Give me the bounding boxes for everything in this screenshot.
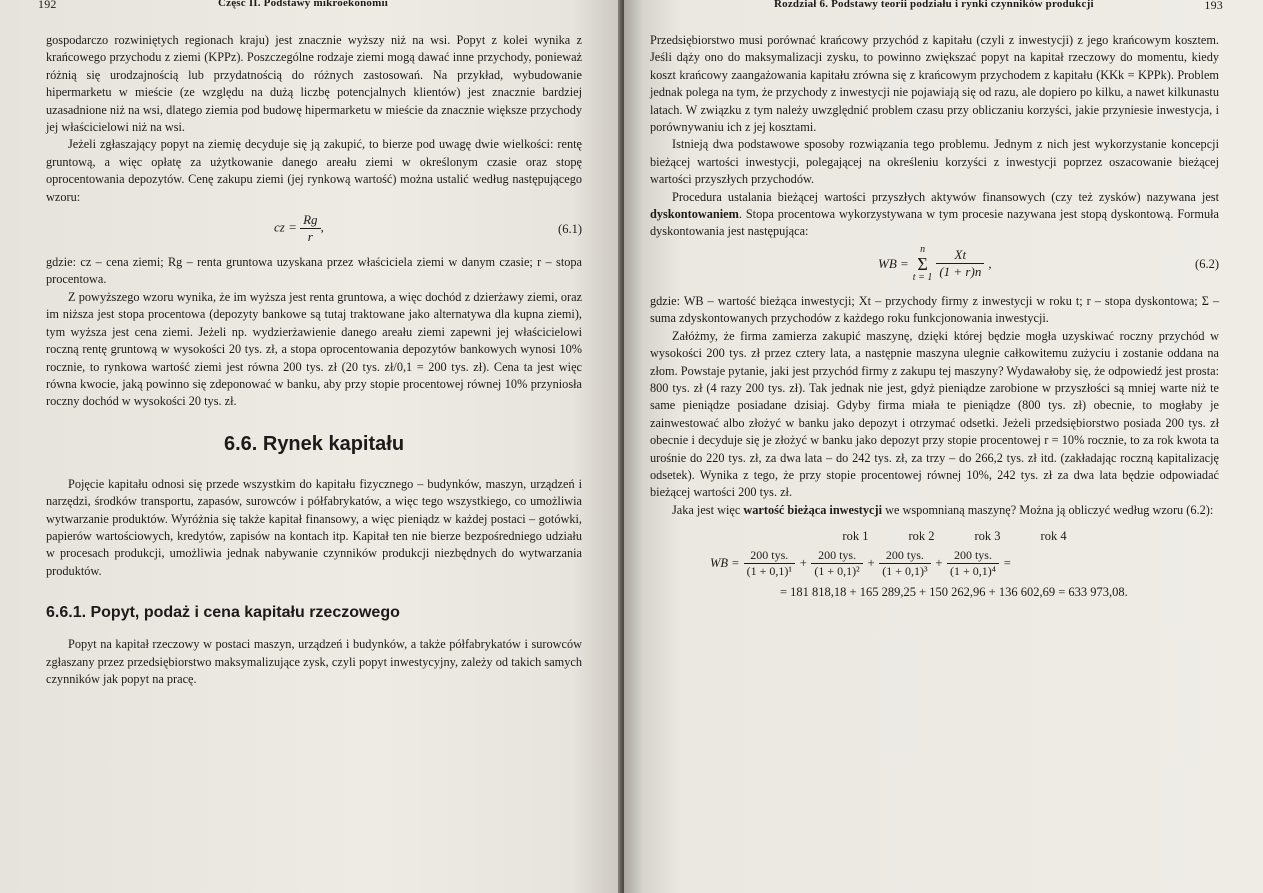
left-paragraph-4: Z powyższego wzoru wynika, że im wyższa jest renta gruntowa, a więc dochód z dzierżawy ziemi, oraz im niższa jest stopa procentowa (depozyty bankowe są tutaj traktowane jako alternatywa dla kupna ziemi), tym wyższa jest cena ziemi. Jeżeli np. wydzierżawienie danego areału ziemi zapewni jej właścicielowi roczną rentę gruntową w wysokości 20 tys. zł, a stopa oprocentowania depozytów bankowych wynosi 10% rocznie, to rynkowa wartość ziemi jest równa 200 tys. zł (20 tys. zł/0,1 = 200 tys. zł). Cena ta jest więc równa kwocie, jaką powinno się zdeponować w banku, aby przy stopie procentowej równej 10% przyniosła roczny dochód w wysokości 20 tys. zł.: [46, 289, 582, 409]
sum-upper-limit: n: [920, 243, 926, 255]
formula-6-1-denominator: r: [307, 229, 313, 245]
formula-6-1-fraction: [300, 212, 320, 245]
formula-6-2-tail: ,: [988, 255, 992, 271]
calc-term-numerator: 200 tys.: [744, 548, 795, 564]
right-paragraph-3-b: . Stopa procentowa wykorzystywana w tym procesie nazywana jest stopą dyskontową. Formuła dyskontowania jest następująca:: [650, 207, 1219, 239]
calc-term-denominator: (1 + 0,1)¹: [746, 564, 792, 579]
formula-6-1-tail: ,: [320, 219, 324, 235]
section-title: 6.6. Rynek kapitału: [223, 432, 405, 455]
right-page: [624, 0, 1263, 893]
sum-lower-limit: t = 1: [912, 271, 933, 283]
right-paragraph-1: Przedsiębiorstwo musi porównać krańcowy przychód z kapitału (czyli z inwestycji) z jego krańcowym kosztem. Jeśli dąży ono do maksymalizacji zysku, to powinno zwiększać popyt na kapitał rzeczowy do momentu, kiedy koszt krańcowy zaangażowania kapitału zrówna się z krańcowym przychodem z kapitału (KKk = KPPk). Problem jednak polega na tym, że przychody z inwestycji nie pojawiają się od razu, ale dopiero po kilku, a nawet kilkunastu latach. W związku z tym należy uwzględnić problem czasu przy obliczaniu korzyści, jakie przyniesie inwestycja, i porównywaniu ich z jej kosztami.: [650, 33, 1219, 135]
equals-sign: =: [1002, 556, 1012, 571]
calc-term-numerator: 200 tys.: [879, 548, 930, 564]
plus-sign: +: [866, 556, 876, 571]
left-running-head: [38, 0, 582, 11]
formula-6-1-number: (6.1): [558, 222, 582, 237]
left-paragraph-1: gospodarczo rozwiniętych regionach kraju) jest znacznie wyższy niż na wsi. Popyt z kolei wynika z krańcowego przychodu z ziemi (KPPz). Poszczególne rodzaje ziemi mogą dawać inne przychody, ponieważ różnią się urodzajnością lub przydatnością do różnych zastosowań. Na przykład, wybudowanie hipermarketu w mieście (ze względu na dużą liczbę potencjalnych klientów) jest znacznie bardziej uzasadnione niż na wsi, dlatego ziemia pod budowę hipermarketu w mieście da znacznie większe przychody jej właścicielowi niż na wsi.: [46, 33, 582, 135]
left-paragraph-2: Jeżeli zgłaszający popyt na ziemię decyduje się ją zakupić, to bierze pod uwagę dwie wielkości: rentę gruntową, a więc opłatę za użytkowanie danego areału ziemi w określonym czasie oraz stopę oprocentowania depozytów. Cenę zakupu ziemi (jej rynkową wartość) można ustalić według następującego wzoru:: [46, 137, 582, 204]
formula-6-2-number: (6.2): [1195, 256, 1219, 271]
year-label: rok 2: [908, 529, 935, 544]
calc-term-denominator: (1 + 0,1)⁴: [950, 564, 996, 579]
left-paragraph-3: gdzie: cz – cena ziemi; Rg – renta gruntowa uzyskana przez właściciela ziemi w danym czasie; r – stopa procentowa.: [46, 255, 582, 287]
calculation-result: = 181 818,18 + 165 289,25 + 150 262,96 + 136 602,69 = 633 973,08.: [780, 585, 1128, 600]
present-value-calculation: [710, 548, 1219, 579]
left-page: [0, 0, 622, 893]
formula-6-2: [650, 243, 1219, 291]
formula-6-1: [46, 208, 582, 252]
calc-term-3: [879, 548, 930, 579]
sum-symbol: [913, 245, 933, 283]
formula-6-1-numerator: Rg: [300, 212, 320, 229]
formula-6-1-lhs: cz =: [274, 219, 297, 235]
formula-6-2-denominator: (1 + r)n: [939, 264, 982, 280]
formula-6-2-lhs: WB =: [878, 255, 909, 271]
left-running-title: Część II. Podstawy mikroekonomii: [218, 0, 388, 9]
right-paragraph-6: [650, 502, 1219, 519]
subsection-title: 6.6.1. Popyt, podaż i cena kapitału rzeczowego: [46, 604, 400, 622]
right-paragraph-3-a: Procedura ustalania bieżącej wartości przyszłych aktywów finansowych (czy też zysków) nazywana jest: [672, 189, 1219, 204]
left-page-number: 192: [38, 0, 57, 11]
left-paragraph-5: Pojęcie kapitału odnosi się przede wszystkim do kapitału fizycznego – budynków, maszyn, urządzeń i narzędzi, środków transportu, zapasów, surowców i półfabrykatów, a więc tego wszystkiego, co umożliwia wytwarzanie produktów. Wyróżnia się także kapitał finansowy, a więc pieniądz w każdej postaci – gotówki, papierów wartościowych, kredytów, zapisów na kontach itp. Kapitał ten nie bierze bezpośredniego udziału w procesach produkcji, umożliwia jednak nabywanie czynników produkcji niezbędnych do wytwarzania produktów.: [46, 476, 582, 578]
formula-6-2-numerator: Xt: [936, 247, 984, 264]
sum-sign: Σ: [917, 253, 928, 274]
right-paragraph-5: Załóżmy, że firma zamierza zakupić maszynę, dzięki której będzie mogła uzyskiwać roczny przychód w wysokości 200 tys. zł przez cztery lata, a następnie maszyna ulegnie całkowitemu zużyciu i zostanie oddana na złom. Powstaje pytanie, jaki jest przychód firmy z zakupu tej maszyny? Wydawałoby się, że odpowiedź jest prosta: 800 tys. zł (4 razy 200 tys. zł). Tak jednak nie jest, gdyż pieniądze zarobione w przyszłości są mniej warte niż te same pieniądze posiadane dzisiaj. Gdyby firma miała te pieniądze (800 tys. zł) obecnie, to mogłaby je zainwestować albo złożyć w banku jako depozyt i otrzymać odsetki. Jeżeli przedsiębiorstwo posiada 200 tys. zł obecnie i decyduje się je złożyć w banku jako depozyt przy stopie procentowej r = 10% rocznie, to za rok kwota ta urośnie do 220 tys. zł, za dwa lata – do 242 tys. zł, za trzy – do 266,2 tys. zł itd. (zakładając roczną kapitalizację odsetek). Wynika z tego, że przy stopie procentowej równej 10%, 242 tys. zł za dwa lata będzie odpowiadać bieżącej wartości 200 tys. zł.: [650, 328, 1219, 500]
formula-6-2-fraction: [936, 247, 984, 280]
calc-term-2: [811, 548, 862, 579]
calc-term-denominator: (1 + 0,1)³: [882, 564, 928, 579]
right-paragraph-2: Istnieją dwa podstawowe sposoby rozwiązania tego problemu. Jednym z nich jest wykorzystanie koncepcji bieżącej wartości inwestycji, polegającej na określeniu korzyści z inwestycji poprzez oszacowanie bieżącej wartości przyszłych przychodów.: [650, 137, 1219, 187]
left-paragraph-6: Popyt na kapitał rzeczowy w postaci maszyn, urządzeń i budynków, a także półfabrykatów i surowców zgłaszany przez przedsiębiorstwo maksymalizujące zysk, czyli popyt inwestycyjny, zależy od takich samych czynników jak popyt na pracę.: [46, 637, 582, 686]
term-dyskontowanie: dyskontowaniem: [650, 207, 739, 222]
right-running-title: Rozdział 6. Podstawy teorii podziału i rynki czynników produkcji: [774, 0, 1094, 10]
right-running-head: [774, 0, 1223, 12]
right-paragraph-6-b: we wspomnianą maszynę? Można ją obliczyć według wzoru (6.2):: [882, 502, 1214, 517]
calc-lhs: WB =: [710, 556, 740, 571]
calc-term-numerator: 200 tys.: [811, 548, 862, 564]
right-paragraph-3: [650, 189, 1219, 241]
term-wartosc-biezaca: wartość bieżąca inwestycji: [743, 502, 883, 517]
right-paragraph-4: gdzie: WB – wartość bieżąca inwestycji; Xt – przychody firmy z inwestycji w roku t; r – stopa dyskontowa; Σ – suma zdyskontowanych przychodów z każdego roku funkcjonowania inwestycji.: [650, 293, 1219, 326]
year-label: rok 3: [974, 529, 1001, 544]
plus-sign: +: [798, 556, 808, 571]
calc-term-numerator: 200 tys.: [947, 548, 999, 564]
year-label: rok 4: [1040, 529, 1067, 544]
calc-term-1: [744, 548, 795, 579]
year-label: rok 1: [842, 529, 869, 544]
year-labels: [690, 529, 1219, 544]
calc-term-denominator: (1 + 0,1)²: [814, 564, 860, 579]
right-paragraph-6-a: Jaka jest więc: [672, 502, 744, 517]
plus-sign: +: [934, 556, 943, 571]
calc-term-4: [947, 548, 999, 579]
right-page-number: 193: [1204, 0, 1223, 12]
